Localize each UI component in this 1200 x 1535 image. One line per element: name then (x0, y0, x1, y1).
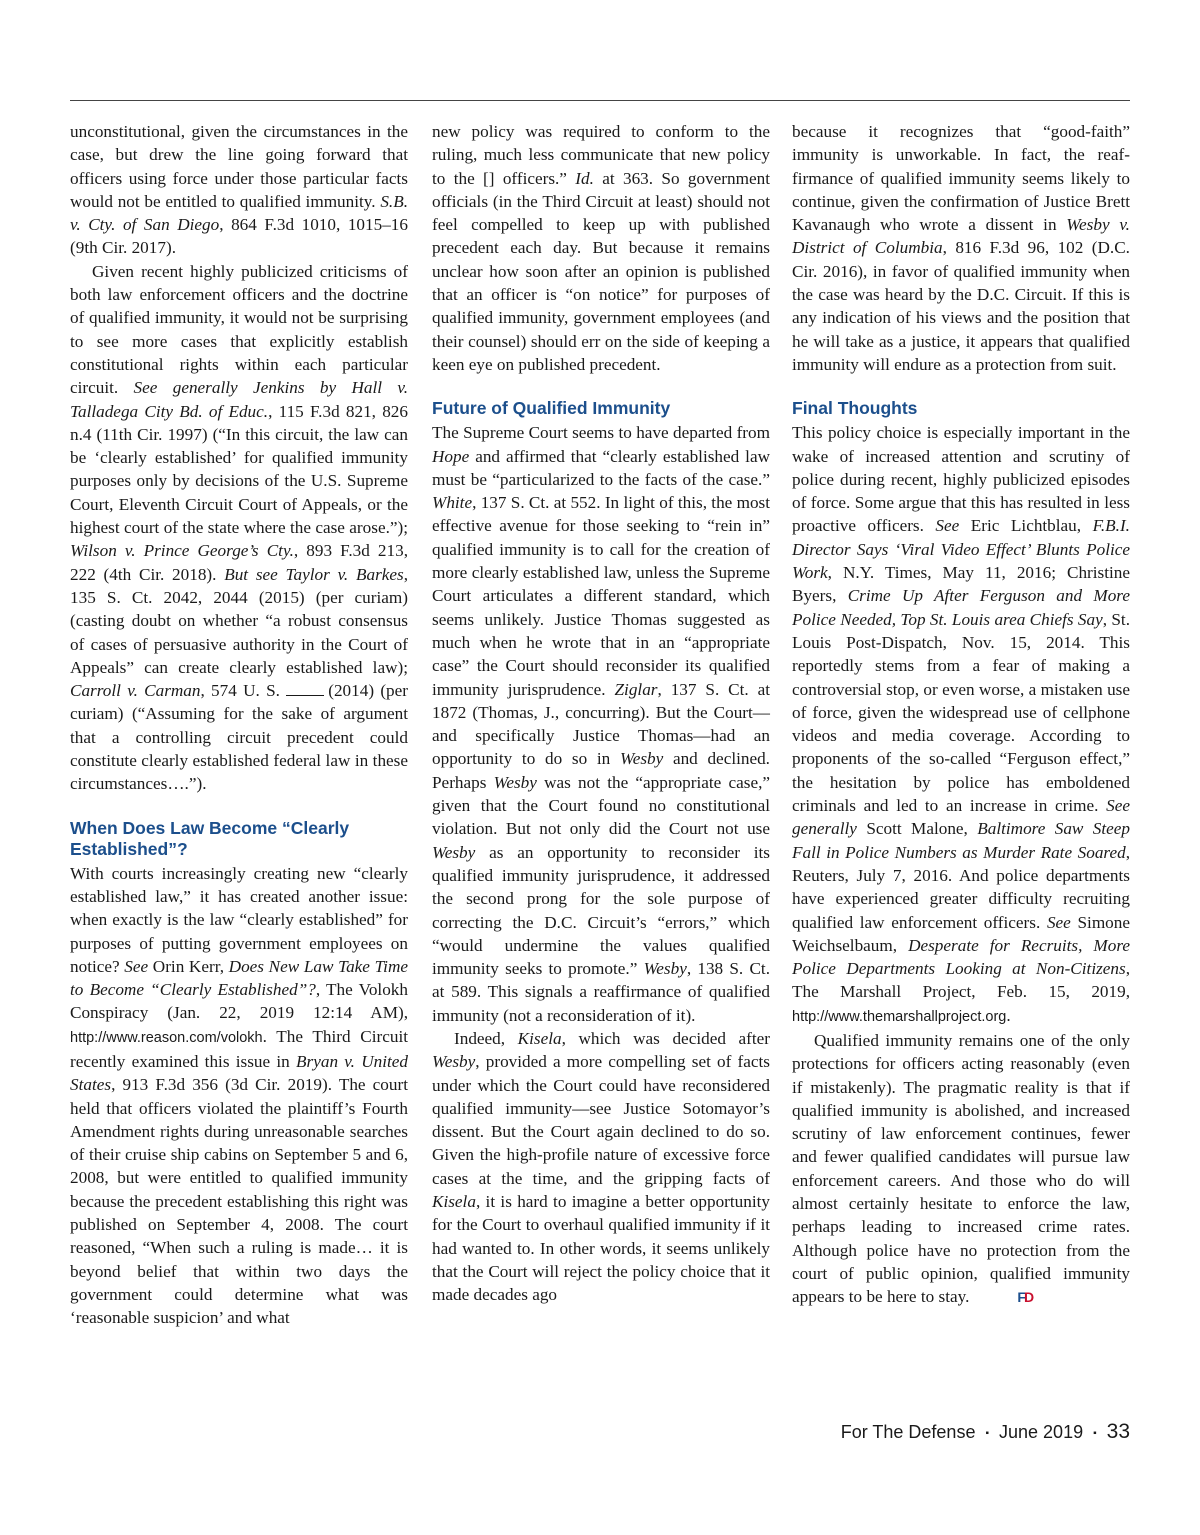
page-number: 33 (1106, 1420, 1130, 1443)
paragraph: This policy choice is especially important in the wake of increased attention and scrutiny of police during recent, highly publicized episodes of force. Some argue that this has resulted in less proactive officers. See Eric Lichtblau, F.B.I. Director Says ‘Viral Video Effect’ Blunts Police Work, N.Y. Times, May 11, 2016; Christine Byers, Crime Up After Ferguson and More Police Needed, Top St. Louis area Chiefs Say, St. Louis Post-Dispatch, Nov. 15, 2014. This reportedly stems from a fear of making a controversial stop, or even worse, a mistaken use of force, given the widespread use of cellphone videos and media coverage. According to proponents of the so-called “Ferguson effect,” the hesitation by police has emboldened criminals and led to an increase in crime. See generally Scott Malone, Baltimore Saw Steep Fall in Police Numbers as Murder Rate Soared, Reuters, July 7, 2016. And police departments have experienced greater difficulty recruiting qualified law enforcement officers. See Simone Weichselbaum, Desperate for Recruits, More Police Departments Looking at Non-Citizens, The Marshall Project, Feb. 15, 2019, http://www.themarshallproject.org. (792, 423, 1131, 1025)
paragraph: With courts increasingly creating new “clearly established law,” it has created another issue: when exactly is the law “clearly established” for purposes of putting government employees on notice? See Orin Kerr, Does New Law Take Time to Become “Clearly Established”?, The Volokh Conspiracy (Jan. 22, 2019 12:14 AM), http://www.reason.com/volokh. The Third Circuit recently examined this issue in Bryan v. United States, 913 F.3d 356 (3d Cir. 2019). The court held that officers violated the plaintiff’s Fourth Amendment rights during unreasonable searches of their cruise ship cabins on September 5 and 6, 2008, but were entitled to qualified immunity because the precedent establishing this right was published on September 4, 2008. The court reasoned, “When such a ruling is made… it is beyond belief that within two days the government could determine what was ‘reasonable suspicion’ and what (70, 863, 408, 1328)
publication-name: For The Defense (840, 1422, 976, 1442)
blank-line (286, 683, 324, 696)
issue-date: June 2019 (999, 1422, 1084, 1442)
paragraph: new policy was required to conform to the ruling, much less communicate that new policy to the [] officers.” Id. at 363. So government officials (in the Third Circuit at least) should not feel compelled to keep up with published precedent each day. But because it remains unclear how soon after an opinion is published that an officer is “on notice” for purposes of qualified immunity, government employees (and their counsel) should err on the side of keeping a keen eye on published precedent. (432, 122, 770, 374)
page-footer (841, 1420, 1130, 1444)
paragraph: because it recognizes that “good-faith” immunity is unworkable. In fact, the reaffirmance of qualified immunity seems likely to continue, given the confirmation of Justice Brett Kavanaugh who wrote a dissent in Wesby v. District of Columbia, 816 F.3d 96, 102 (D.C. Cir. 2016), in favor of qualified immunity when the case was heard by the D.C. Circuit. If this is any indication of his views and the position that he will take as a justice, it appears that qualified immunity will endure as a protection from suit. (792, 122, 1130, 374)
paragraph: The Supreme Court seems to have departed from Hope and affirmed that “clearly established law must be “particularized to the facts of the case.” White, 137 S. Ct. at 552. In light of this, the most effective avenue for those seeking to “rein in” qualified immunity is to call for the creation of more clearly established law, unless the Supreme Court articulates a different standard, which seems unlikely. Justice Thomas suggested as much when he wrote that in an “appropriate case” the Court should reconsider its qualified immunity jurisprudence. Ziglar, 137 S. Ct. at 1872 (Thomas, J., concurring). But the Court—and specifically Justice Thomas—had an opportunity to do so in Wesby and declined. Perhaps Wesby was not the “appropriate case,” given that the Court found no constitutional violation. But not only did the Court not use Wesby as an opportunity to reconsider its qualified immunity jurisprudence, it addressed the second prong for the sole purpose of correcting the D.C. Circuit’s “errors,” which “would undermine the values qualified immunity seeks to promote.” Wesby, 138 S. Ct. at 589. This signals a reaffirmance of qualified immunity (not a reconsideration of it). (432, 423, 771, 1025)
paragraph: Indeed, Kisela, which was decided after Wesby, provided a more compelling set of facts under which the Court could have reconsidered qualified immunity—see Justice Sotomayor’s dissent. But the Court again declined to do so. Given the high-profile nature of excessive force cases at the time, and the gripping facts of Kisela, it is hard to imagine a better opportunity for the Court to overhaul qualified immunity if it had wanted to. In other words, it seems unlikely that the Court will reject the policy choice that it made decades ago (432, 1028, 770, 1305)
column-1 (70, 120, 408, 1330)
paragraph: unconstitutional, given the circumstances in the case, but drew the line going forward that officers using force under those particular facts would not be entitled to qualified immunity. S.B. v. Cty. of San Diego, 864 F.3d 1010, 1015–16 (9th Cir. 2017). (70, 122, 408, 258)
section-heading: When Does Law Become “Clearly Established”? (70, 817, 350, 859)
paragraph: Qualified immunity remains one of the only protections for officers acting reasonably (even if mistakenly). The pragmatic reality is that if qualified immunity is abolished, and increased scrutiny of law enforcement continues, fewer and fewer qualified candidates will pursue law enforcement careers. And those who do will almost certainly hesitate to enforce the law, perhaps leading to increased crime rates. Although police have no protection from the court of public opinion, qualified immunity appears to be here to stay. FD (792, 1029, 1130, 1310)
link-marshall-project[interactable]: http://www.themarshallproject.org (792, 1008, 1007, 1025)
header-rule (70, 100, 1130, 101)
fd-end-mark-icon: FD (1017, 1289, 1033, 1306)
section-heading: Future of Qualified Immunity (432, 398, 671, 419)
section-heading: Final Thoughts (792, 398, 918, 419)
column-2 (432, 120, 770, 1307)
column-3 (792, 120, 1130, 1310)
link-volokh[interactable]: http://www.reason.com/volokh (70, 1029, 263, 1046)
separator-icon: ▪ (1093, 1427, 1097, 1439)
paragraph: Given recent highly publicized criticisms of both law enforcement officers and the doctrine of qualified immunity, it would not be surprising to see more cases that explicitly establish constitutional rights within each particular circuit. See generally Jenkins by Hall v. Talladega City Bd. of Educ., 115 F.3d 821, 826 n.4 (11th Cir. 1997) (“In this circuit, the law can be ‘clearly established’ for qualified immunity purposes only by decisions of the U.S. Supreme Court, Eleventh Circuit Court of Appeals, or the highest court of the state where the case arose.”); Wilson v. Prince George’s Cty., 893 F.3d 213, 222 (4th Cir. 2018). But see Taylor v. Barkes, 135 S. Ct. 2042, 2044 (2015) (per curiam) (casting doubt on whether “a robust consensus of cases of persuasive authority in the Court of Appeals” can create clearly established law); Carroll v. Carman, 574 U. S. (2014) (per curiam) (“Assuming for the sake of argument that a controlling circuit precedent could constitute clearly established federal law in these circumstances….”). (70, 261, 408, 794)
separator-icon: ▪ (985, 1427, 990, 1439)
